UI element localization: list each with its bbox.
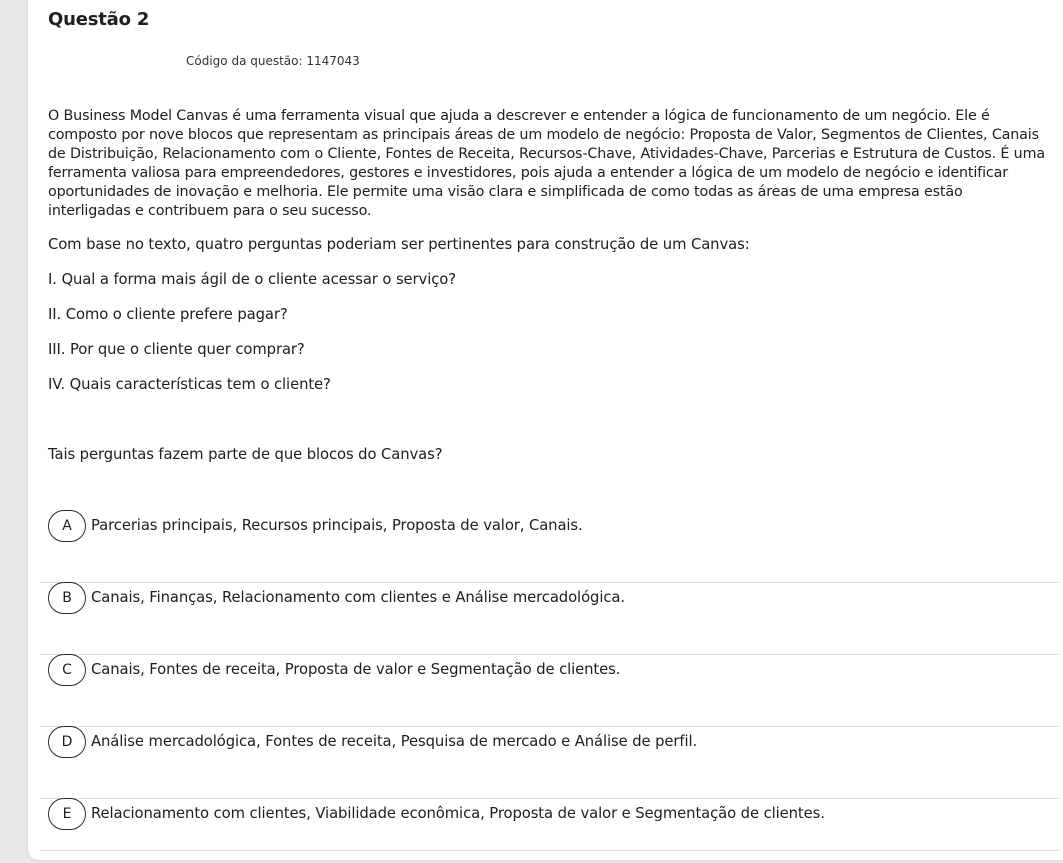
question-title: Questão 2 xyxy=(48,9,150,30)
option-b[interactable] xyxy=(40,582,1060,655)
option-c-letter[interactable]: C xyxy=(48,654,86,686)
option-c[interactable] xyxy=(40,654,1060,727)
question-intro: Com base no texto, quatro perguntas poderiam ser pertinentes para construção de um Canvas: xyxy=(48,236,750,253)
option-e-text[interactable]: Relacionamento com clientes, Viabilidade econômica, Proposta de valor e Segmentação de clientes. xyxy=(91,805,825,822)
option-a[interactable] xyxy=(40,510,1060,583)
question-paragraph: O Business Model Canvas é uma ferramenta visual que ajuda a descrever e entender a lógica de funcionamento de um negócio. Ele é composto por nove blocos que representam as principais áreas de um modelo de negócio: Proposta de Valor, Segmentos de Clientes, Canais de Distribuição, Relacionamento com o Cliente, Fontes de Receita, Recursos-Chave, Atividades-Chave, Parcerias e Estrutura de Custos. É uma ferramenta valiosa para empreendedores, gestores e investidores, pois ajuda a entender a lógica de um modelo de negócio e identificar oportunidades de inovação e melhoria. Ele permite uma visão clara e simplificada de como todas as áreas de uma empresa estão interligadas e contribuem para o seu sucesso. xyxy=(48,108,1045,219)
option-d[interactable] xyxy=(40,726,1060,799)
question-card xyxy=(28,0,1063,860)
option-b-letter[interactable]: B xyxy=(48,582,86,614)
question-item-1: I. Qual a forma mais ágil de o cliente acessar o serviço? xyxy=(48,271,456,288)
question-item-2: II. Como o cliente prefere pagar? xyxy=(48,306,288,323)
option-a-text[interactable]: Parcerias principais, Recursos principais, Proposta de valor, Canais. xyxy=(91,517,583,534)
option-d-text[interactable]: Análise mercadológica, Fontes de receita, Pesquisa de mercado e Análise de perfil. xyxy=(91,733,698,750)
question-item-4: IV. Quais características tem o cliente? xyxy=(48,376,331,393)
option-e[interactable] xyxy=(40,798,1060,851)
option-b-text[interactable]: Canais, Finanças, Relacionamento com clientes e Análise mercadológica. xyxy=(91,589,625,606)
option-c-text[interactable]: Canais, Fontes de receita, Proposta de valor e Segmentação de clientes. xyxy=(91,661,621,678)
option-e-letter[interactable]: E xyxy=(48,798,86,830)
option-a-letter[interactable]: A xyxy=(48,510,86,542)
option-d-letter[interactable]: D xyxy=(48,726,86,758)
question-prompt: Tais perguntas fazem parte de que blocos do Canvas? xyxy=(48,446,443,463)
question-item-3: III. Por que o cliente quer comprar? xyxy=(48,341,305,358)
question-code: Código da questão: 1147043 xyxy=(186,54,360,68)
